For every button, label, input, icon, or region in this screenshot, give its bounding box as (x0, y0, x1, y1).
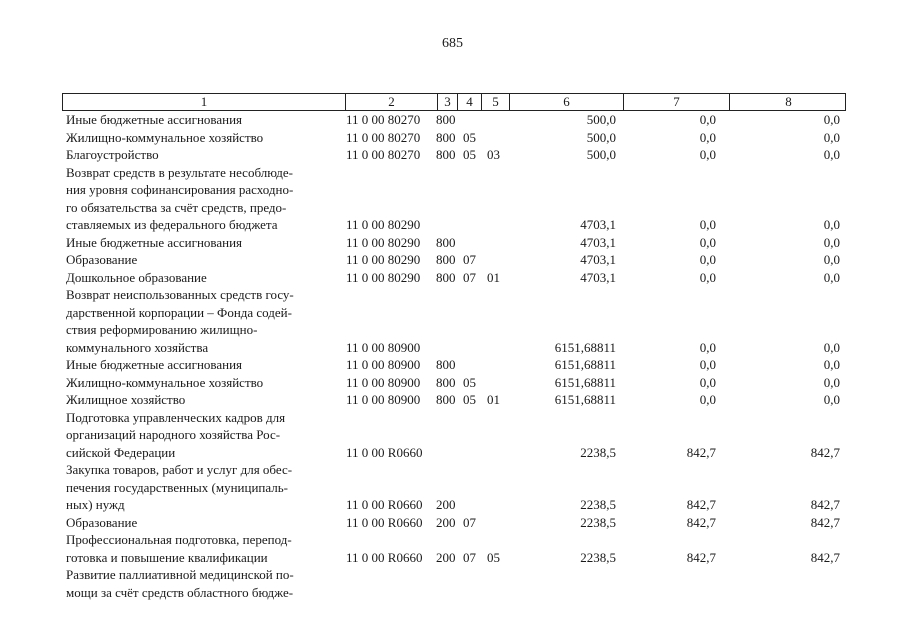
row-name-line: Благоустройство (66, 147, 159, 162)
row-name-line: Иные бюджетные ассигнования (66, 112, 243, 127)
row-value-6: 2238,5 (580, 549, 616, 565)
row-name (62, 514, 338, 532)
row-value-6: 4703,1 (580, 234, 616, 250)
row-value-8: 0,0 (823, 252, 840, 267)
row-value-7: 0,0 (699, 374, 716, 390)
row-name (62, 111, 338, 129)
row-name (62, 374, 338, 392)
table-row (62, 461, 846, 514)
row-name-line: Жилищно-коммунальное хозяйство (66, 129, 264, 145)
row-name-line: Иные бюджетные ассигнования (66, 357, 243, 372)
row-value-8: 842,7 (810, 549, 840, 565)
row-name-line: готовка и повышение квалификации (66, 549, 268, 565)
row-col-3: 800 (436, 147, 456, 162)
table-row (62, 356, 846, 374)
row-name-line: Жилищно-коммунальное хозяйство (66, 374, 264, 390)
row-value-7: 0,0 (699, 217, 716, 232)
row-col-3: 800 (436, 129, 456, 145)
row-value-7: 842,7 (686, 444, 716, 460)
row-name-line: Образование (66, 252, 138, 267)
header-col-8: 8 (729, 94, 847, 110)
row-code: 11 0 00 80290 (346, 269, 421, 285)
row-code: 11 0 00 80290 (346, 217, 421, 232)
row-name (62, 164, 338, 234)
row-col-3: 800 (436, 252, 456, 267)
row-value-7: 842,7 (686, 514, 716, 530)
row-col-4: 07 (463, 549, 476, 565)
row-value-7: 0,0 (699, 269, 716, 285)
row-name-line: Дошкольное образование (66, 269, 207, 285)
table-row (62, 164, 846, 234)
row-col-3: 200 (436, 497, 456, 512)
row-code: 11 0 00 80900 (346, 339, 421, 355)
header-col-6: 6 (509, 94, 623, 110)
row-col-3: 800 (436, 374, 456, 390)
row-col-4: 05 (463, 374, 476, 390)
row-col-3: 200 (436, 549, 456, 565)
row-col-3: 800 (436, 357, 456, 372)
row-value-8: 0,0 (823, 392, 840, 407)
budget-table (62, 93, 846, 601)
row-name (62, 566, 338, 601)
table-row (62, 146, 846, 164)
row-value-7: 0,0 (699, 357, 716, 372)
row-name-line: ствия реформированию жилищно- (66, 322, 258, 337)
row-name-line: ния уровня софинансирования расходно- (66, 182, 294, 197)
row-name-line: Образование (66, 514, 138, 530)
row-value-8: 0,0 (823, 374, 840, 390)
row-value-7: 0,0 (699, 252, 716, 267)
row-name-line: Профессиональная подготовка, перепод- (66, 532, 292, 547)
row-code: 11 0 00 80270 (346, 129, 421, 145)
row-name-line: мощи за счёт средств областного бюдже- (66, 584, 294, 600)
row-code: 11 0 00 80900 (346, 357, 421, 372)
table-row (62, 129, 846, 147)
row-value-8: 0,0 (823, 217, 840, 232)
row-name-line: Подготовка управленческих кадров для (66, 409, 286, 425)
row-value-6: 2238,5 (580, 514, 616, 530)
row-value-7: 0,0 (699, 147, 716, 162)
row-name-line: дарственной корпорации – Фонда содей- (66, 304, 292, 320)
header-col-5: 5 (481, 94, 509, 110)
row-name (62, 409, 338, 462)
row-value-6: 4703,1 (580, 269, 616, 285)
row-value-8: 842,7 (810, 514, 840, 530)
table-header (62, 93, 846, 111)
table-body (62, 111, 846, 601)
row-value-8: 0,0 (823, 339, 840, 355)
table-row (62, 286, 846, 356)
row-value-6: 4703,1 (580, 252, 616, 267)
row-name (62, 531, 338, 566)
row-col-3: 800 (436, 112, 456, 127)
row-name-line: организаций народного хозяйства Рос- (66, 427, 281, 442)
row-col-5: 05 (487, 549, 500, 565)
row-code: 11 0 00 80270 (346, 147, 421, 162)
row-col-4: 07 (463, 514, 476, 530)
page-number: 685 (442, 36, 463, 51)
row-name-line: Возврат неиспользованных средств госу- (66, 287, 294, 302)
row-name (62, 391, 338, 409)
row-value-7: 0,0 (699, 112, 716, 127)
row-name-line: го обязательства за счёт средств, предо- (66, 199, 287, 215)
row-code: 11 0 00 R0660 (346, 444, 423, 460)
row-value-6: 6151,68811 (554, 392, 616, 407)
table-row (62, 111, 846, 129)
table-row (62, 391, 846, 409)
row-code: 11 0 00 80900 (346, 374, 421, 390)
row-name-line: Жилищное хозяйство (66, 392, 186, 407)
row-name (62, 234, 338, 252)
row-col-3: 800 (436, 269, 456, 285)
header-col-1: 1 (200, 94, 208, 109)
row-code: 11 0 00 R0660 (346, 549, 423, 565)
row-name-line: Иные бюджетные ассигнования (66, 234, 243, 250)
row-name-line: Возврат средств в результате несоблюде- (66, 164, 293, 180)
row-col-4: 05 (463, 147, 476, 162)
row-name (62, 146, 338, 164)
row-code: 11 0 00 80270 (346, 112, 421, 127)
row-col-3: 200 (436, 514, 456, 530)
row-name-line: Закупка товаров, работ и услуг для обес- (66, 462, 293, 477)
row-name (62, 286, 338, 356)
row-col-4: 05 (463, 392, 476, 407)
row-name (62, 269, 338, 287)
row-value-6: 500,0 (586, 112, 616, 127)
row-code: 11 0 00 R0660 (346, 514, 423, 530)
row-value-6: 6151,68811 (554, 339, 616, 355)
row-col-3: 800 (436, 234, 456, 250)
row-value-6: 2238,5 (580, 497, 616, 512)
row-col-5: 01 (487, 269, 500, 285)
row-code: 11 0 00 80290 (346, 234, 421, 250)
row-col-3: 800 (436, 392, 456, 407)
table-row (62, 251, 846, 269)
row-name-line: печения государственных (муниципаль- (66, 479, 289, 495)
row-name (62, 251, 338, 269)
row-col-4: 07 (463, 269, 476, 285)
row-value-8: 0,0 (823, 129, 840, 145)
row-col-4: 07 (463, 252, 476, 267)
row-value-7: 842,7 (686, 549, 716, 565)
row-value-8: 0,0 (823, 147, 840, 162)
row-name-line: Развитие паллиативной медицинской по- (66, 567, 294, 582)
row-code: 11 0 00 80900 (346, 392, 421, 407)
row-col-4: 05 (463, 129, 476, 145)
row-name (62, 461, 338, 514)
row-name-line: коммунального хозяйства (66, 339, 209, 355)
row-value-8: 0,0 (823, 234, 840, 250)
row-name-line: ных) нужд (66, 497, 125, 512)
row-value-7: 0,0 (699, 339, 716, 355)
row-value-7: 0,0 (699, 234, 716, 250)
header-col-2: 2 (345, 94, 437, 110)
row-value-8: 0,0 (823, 357, 840, 372)
header-col-7: 7 (623, 94, 729, 110)
table-row (62, 409, 846, 462)
row-code: 11 0 00 R0660 (346, 497, 423, 512)
row-value-8: 842,7 (810, 444, 840, 460)
row-name (62, 356, 338, 374)
table-row (62, 531, 846, 566)
row-value-6: 500,0 (586, 129, 616, 145)
row-value-7: 0,0 (699, 392, 716, 407)
row-name (62, 129, 338, 147)
row-value-6: 6151,68811 (554, 357, 616, 372)
row-value-6: 2238,5 (580, 444, 616, 460)
header-col-4: 4 (457, 94, 481, 110)
table-row (62, 374, 846, 392)
row-value-8: 0,0 (823, 112, 840, 127)
row-col-5: 01 (487, 392, 500, 407)
row-col-5: 03 (487, 147, 500, 162)
row-name-line: сийской Федерации (66, 444, 176, 460)
row-value-6: 6151,68811 (554, 374, 616, 390)
row-value-8: 842,7 (810, 497, 840, 512)
row-value-6: 4703,1 (580, 217, 616, 232)
row-value-8: 0,0 (823, 269, 840, 285)
header-col-3: 3 (437, 94, 457, 110)
row-value-7: 0,0 (699, 129, 716, 145)
row-value-7: 842,7 (686, 497, 716, 512)
row-value-6: 500,0 (586, 147, 616, 162)
table-row (62, 514, 846, 532)
row-code: 11 0 00 80290 (346, 252, 421, 267)
table-row (62, 269, 846, 287)
table-row (62, 234, 846, 252)
row-name-line: ставляемых из федерального бюджета (66, 217, 278, 232)
table-row (62, 566, 846, 601)
